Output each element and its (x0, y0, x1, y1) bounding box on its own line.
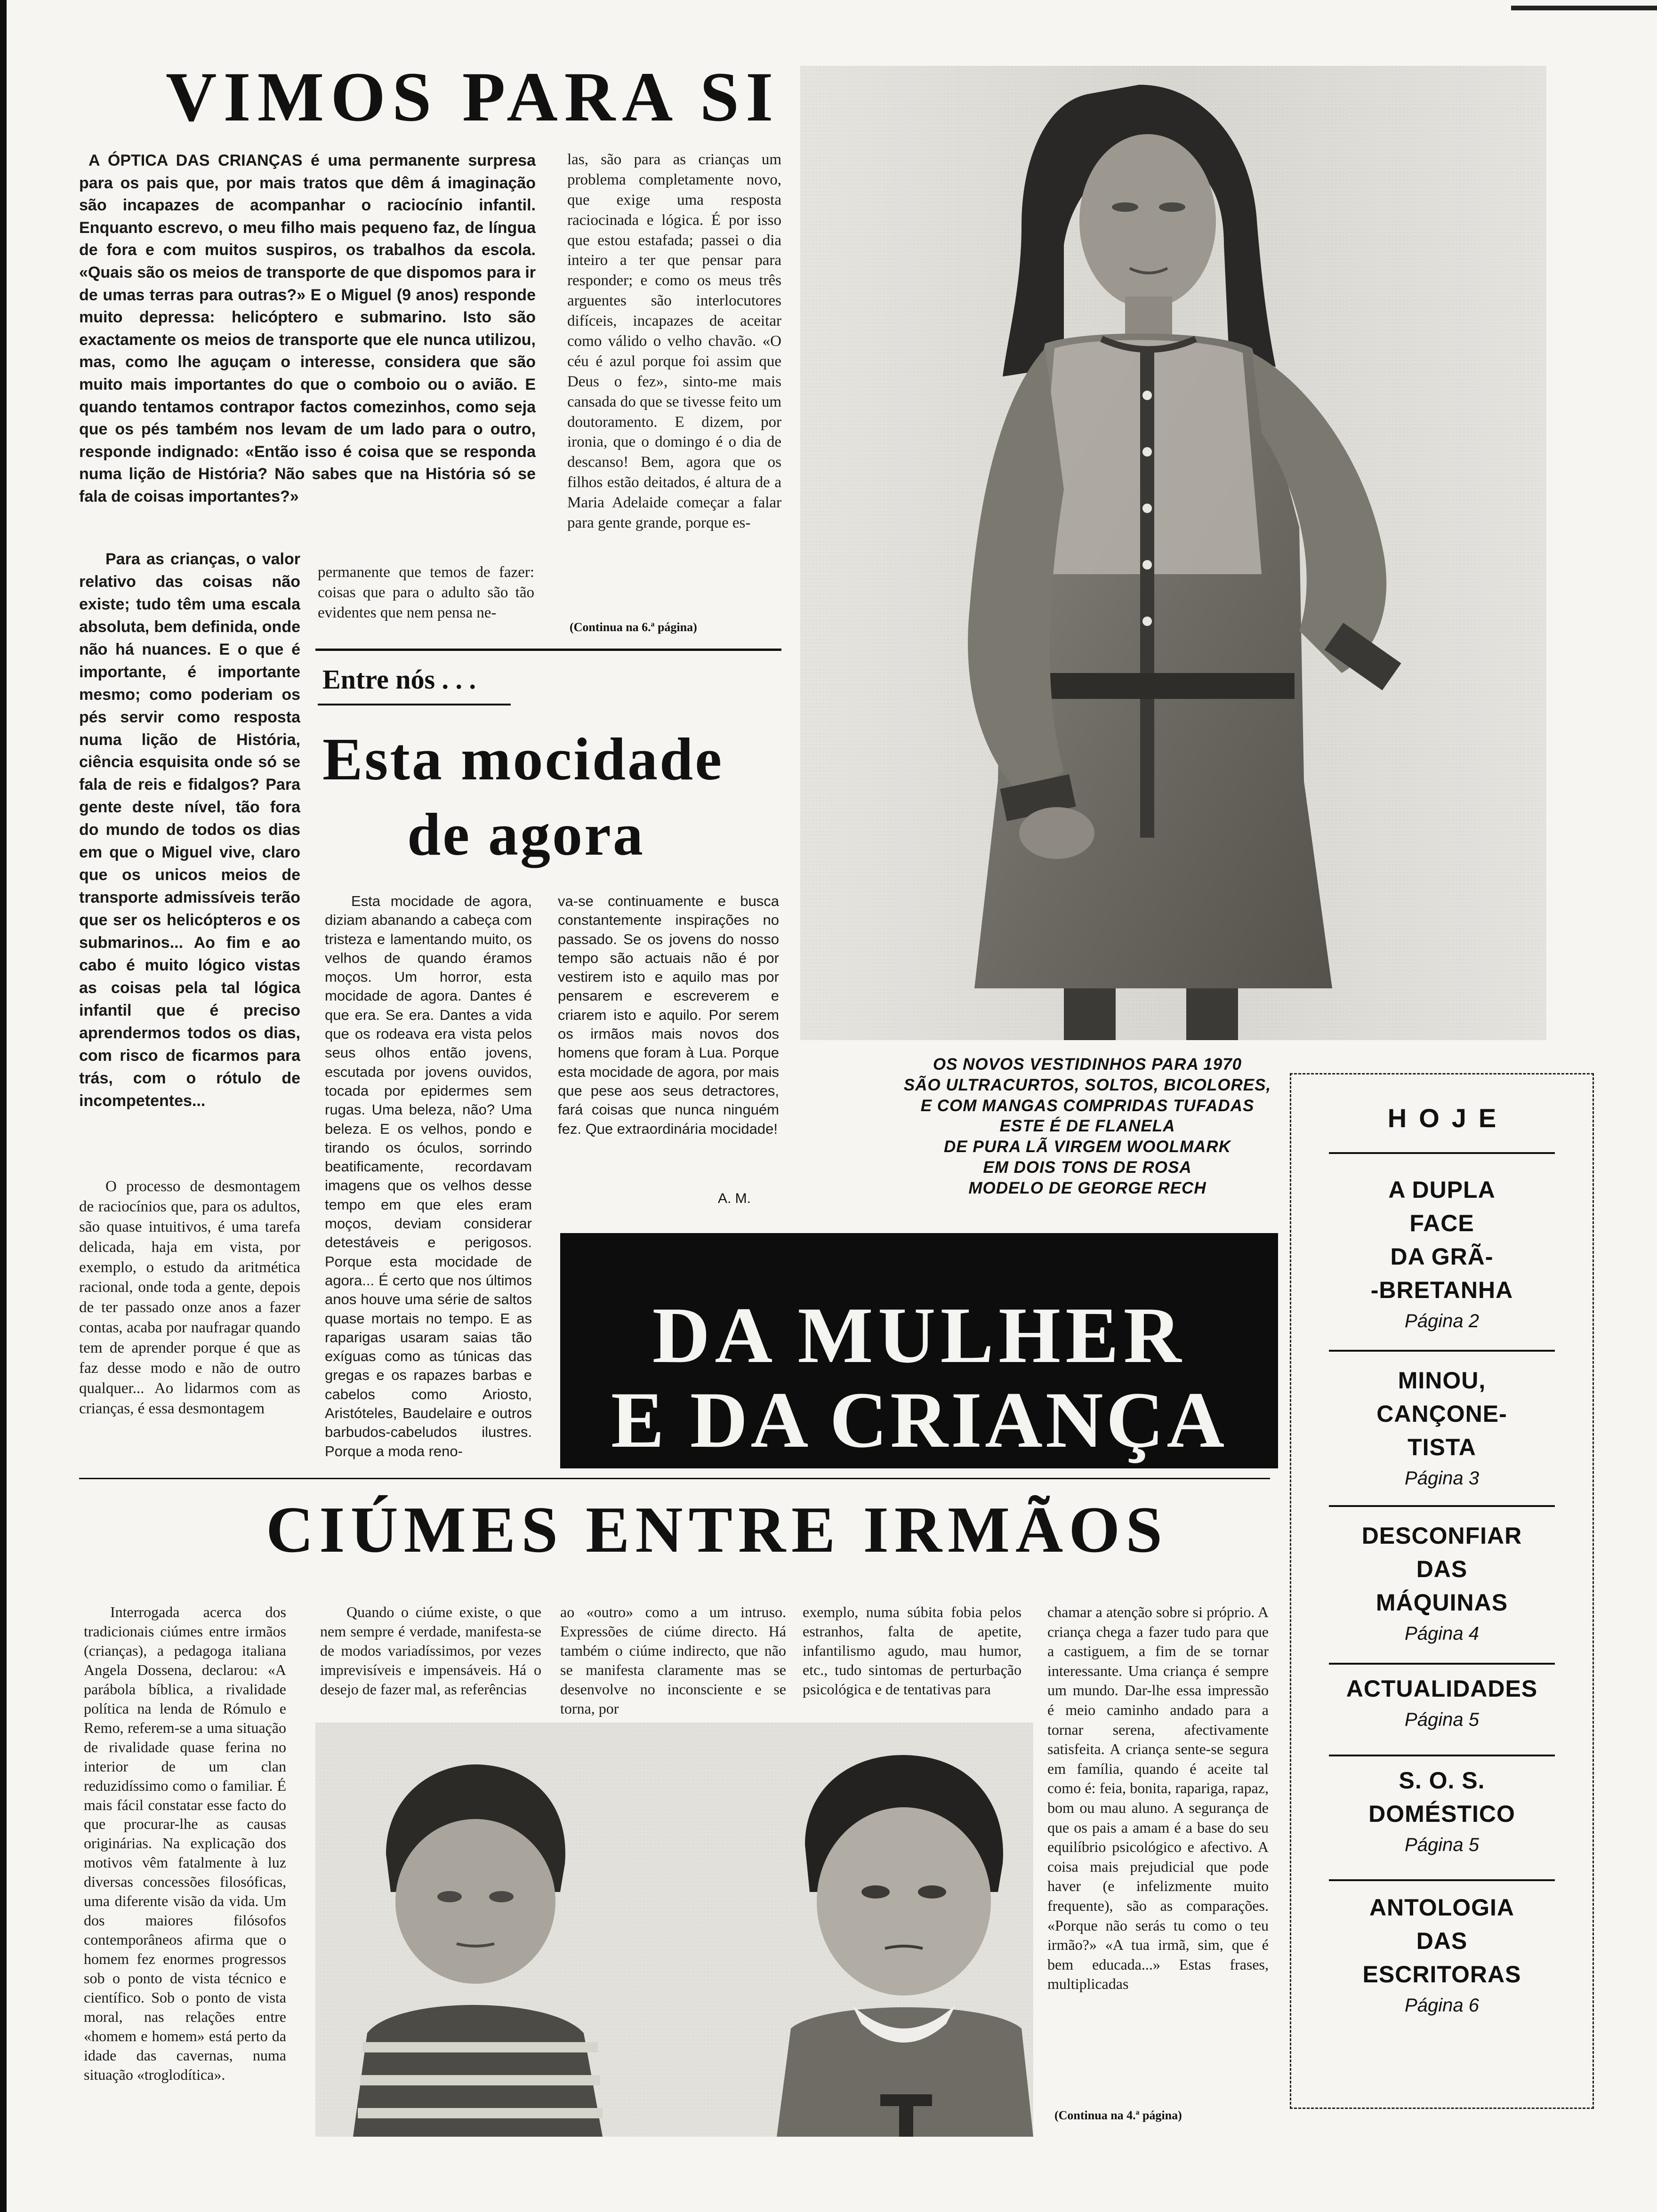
sidebar-divider (1329, 1879, 1555, 1881)
sidebar-header: HOJE (1387, 1103, 1509, 1133)
sidebar-item-page: Página 4 (1405, 1623, 1479, 1644)
sidebar-item-title: DESCONFIAR DAS MÁQUINAS (1361, 1523, 1522, 1616)
caption-line: OS NOVOS VESTIDINHOS PARA 1970 (933, 1055, 1242, 1074)
sidebar-item-antologia[interactable] (1291, 1891, 1593, 2016)
top-article-continued: (Continua na 6.ª página) (570, 620, 697, 634)
bottom-col4: exemplo, numa súbita fobia pelos estranhos, falta de apetite, infantilismo agudo, mau humor, etc., tudo sintomas de perturbação psicológica e de tentativas para (803, 1603, 1022, 1698)
caption-line: SÃO ULTRACURTOS, SOLTOS, BICOLORES, (903, 1075, 1271, 1094)
left-page-edge (0, 0, 7, 2212)
caption-line: E COM MANGAS COMPRIDAS TUFADAS (920, 1096, 1255, 1115)
sidebar-divider (1329, 1663, 1555, 1665)
sidebar-item-title: ACTUALIDADES (1346, 1675, 1538, 1702)
top-article-col1-lead: A ÓPTICA DAS CRIANÇAS é uma permanente surpresa para os pais que, por mais tratos que dêm á imaginação são incapazes de acompanhar o raciocínio infantil. Enquanto escrevo, o meu filho mais pequeno faz, de língua de fora e com muitos suspiros, os trabalhos da escola. «Quais são os meios de transporte de que dispomos para ir de umas terras para outras?» E o Miguel (9 anos) responde muito depressa: helicóptero e submarino. Isto são exactamente os meios de transporte que ele nunca utilizou, mas, como lhe aguçam o interesse, considera que são muito mais importantes do que o comboio ou o avião. E quando tentamos contrapor factos comezinhos, como seja que os pés também nos levam de um lado para o outro, responde indignado: «Então isso é coisa que se responda numa lição de História? Não sabes que na História só se fala de coisas importantes?» (79, 152, 536, 505)
bottom-article-continued: (Continua na 4.ª página) (1054, 2108, 1182, 2122)
sidebar-item-dupla-face[interactable] (1291, 1173, 1593, 1332)
sidebar-divider (1329, 1152, 1555, 1154)
sidebar-divider (1329, 1350, 1555, 1352)
sidebar-divider (1329, 1505, 1555, 1507)
sidebar-item-title: MINOU, CANÇONE- TISTA (1376, 1367, 1507, 1460)
mid-signature: A. M. (718, 1191, 751, 1206)
sidebar-item-desconfiar[interactable] (1291, 1519, 1593, 1644)
sidebar-item-minou[interactable] (1291, 1364, 1593, 1489)
fashion-photo (800, 66, 1546, 1040)
photo-caption (828, 1054, 1346, 1198)
bottom-top-rule (79, 1478, 1270, 1479)
masthead-line1: DA MULHER (652, 1291, 1186, 1379)
sidebar-item-actualidades[interactable] (1291, 1672, 1593, 1731)
mid-article-col1: Esta mocidade de agora, diziam abanando a cabeça com tristeza e lamentando muito, os velhos de quando éramos moços. Um horror, esta mocidade de agora. Dantes é que era. Se era. Dantes a vida que os rodeava era vista pelos seus olhos então jovens, escutada por jovens ouvidos, tocada por epidermes sem rugas. Uma beleza, não? Uma beleza. E os velhos, pondo e tirando os óculos, sorrindo beatificamente, recordavam imagens que os velhos desse tempo em que eles eram moços, deviam considerar detestáveis e perigosos. Porque esta mocidade de agora... É certo que nos últimos anos houve uma série de saltos quase mortais no tempo. E as raparigas usaram saias tão exíguas como as túnicas das gregas e os rapazes barbas e cabelos como Ariosto, Aristóteles, Baudelaire e outros barbudos-cabeludos ilustres. Porque a moda reno- (325, 893, 532, 1459)
bottom-col5: chamar a atenção sobre si próprio. A criança chega a fazer tudo para que a castiguem, a fim de se tornar interessante. Uma criança é sempre um mundo. Dar-lhe essa impressão é meio caminho andado para a tornar serena, afectivamente satisfeita. A criança sente-se segura em família, quando é aceite tal como é: feia, bonita, rapariga, rapaz, bom ou mau aluno. A segurança de que os pais a amam é a base do seu equilíbrio psicológico e afectivo. A coisa mais prejudicial que pode haver (e infelizmente muito frequente), são as comparações. «Porque não serás tu como o teu irmão?» «A tua irmã, sim, que é bem educada...» Estas frases, multiplicadas (1047, 1603, 1269, 1993)
masthead (560, 1233, 1278, 1468)
sidebar-item-title: A DUPLA FACE DA GRÃ- -BRETANHA (1370, 1177, 1513, 1303)
mid-kicker: Entre nós . . . (322, 664, 476, 695)
bottom-col1: Interrogada acerca dos tradicionais ciúmes entre irmãos (crianças), a pedagoga italiana Angela Dossena, declarou: «A parábola bíblica, a rivalidade política na lenda de Rómulo e Remo, referem-se a uma situação de rivalidade quase ferina no interior de um clan reduzidíssimo como o familiar. É mais fácil constatar esse facto do que procurar-lhe as causas originárias. Na explicação dos motivos vêm fatalmente à luz diversas concessões filosóficas, uma diferente visão da vida. Um dos maiores filósofos contemporâneos afirma que o homem fez enormes progressos sob o ponto de vista técnico e científico. Sob o ponto de vista moral, nas relações entre «homem e homem» está perto da idade das cavernas, numa situação «troglodítica». (84, 1603, 286, 2083)
sidebar-item-page: Página 5 (1405, 1835, 1479, 1855)
sidebar-item-title: ANTOLOGIA DAS ESCRITORAS (1362, 1894, 1521, 1988)
top-article-col3: las, são para as crianças um problema completamente novo, que exige uma resposta raciocinada e lógica. É por isso que estou estafada; passei o dia inteiro a ter que pensar para responder; e como os meus três arguentes são interlocutores difíceis, incapazes de aceitar como válido o velho chavão. «O céu é azul porque foi assim que Deus o fez», sinto-me mais cansada do que se tivesse feito um doutoramento. E dizem, por ironia, que o domingo é o dia de descanso! Bem, agora que os filhos estão deitados, é altura de a Maria Adelaide começar a falar para gente grande, porque es- (567, 151, 781, 532)
bottom-headline: CIÚMES ENTRE IRMÃOS (266, 1493, 1168, 1566)
top-rule (315, 649, 781, 651)
top-article-col1b: Para as crianças, o valor relativo das coisas não existe; tudo têm uma escala absoluta, bem definida, onde não há nuances. E o que é importante, é importante mesmo; como poderiam os pés servir como resposta numa lição de História, ciência esquisita onde só se fala de reis e fidalgos? Para gente deste nível, tão fora do mundo de todos os dias em que o Miguel vive, claro que os unicos meios de transporte admissíveis terão que ser os helicópteros e os submarinos... Ao fim e ao cabo é muito lógico vistas as coisas pela tal lógica infantil que é preciso aprendermos todos os dias, com risco de ficarmos para trás, com o rótulo de incompetentes... (79, 550, 300, 1110)
bottom-col3: ao «outro» como a um intruso. Expressões de ciúme directo. Há também o ciúme indirecto, que não se manifesta claramente mas se desenvolve no inconsciente e se torna, por (560, 1603, 786, 1717)
top-article-col1c: O processo de desmontagem de raciocínios que, para os adultos, são quase intuitivos, é uma tarefa delicada, haja em vista, por exemplo, o estudo da aritmética racional, onde toda a gente, depois de ter passado onze anos a fazer contas, acaba por naufragar quando tem de aprender porque é que as faz desse modo e não de outro qualquer... Ao lidarmos com as crianças, é essa desmontagem (79, 1178, 300, 1417)
children-photo (315, 1723, 1033, 2137)
caption-line: MODELO DE GEORGE RECH (968, 1178, 1207, 1197)
top-headline: VIMOS PARA SI (166, 58, 780, 136)
sidebar-item-page: Página 3 (1405, 1468, 1479, 1489)
mid-headline-2: de agora (407, 801, 645, 868)
sidebar-item-page: Página 5 (1405, 1709, 1479, 1730)
sidebar-item-page: Página 2 (1405, 1311, 1479, 1331)
today-sidebar (1290, 1073, 1594, 2109)
sidebar-item-page: Página 6 (1405, 1995, 1479, 2016)
bottom-col2: Quando o ciúme existe, o que nem sempre é verdade, manifesta-se de modos variadíssimos, por vezes imprevisíveis e impensáveis. Há o desejo de fazer mal, as referências (320, 1603, 541, 1698)
sidebar-item-title: S. O. S. DOMÉSTICO (1368, 1767, 1515, 1827)
kicker-underline (318, 704, 511, 705)
caption-line: ESTE É DE FLANELA (999, 1117, 1175, 1136)
caption-line: DE PURA LÃ VIRGEM WOOLMARK (944, 1138, 1231, 1156)
top-right-edge (1511, 6, 1657, 10)
mid-headline-1: Esta mocidade (322, 726, 724, 793)
caption-line: EM DOIS TONS DE ROSA (983, 1158, 1192, 1177)
top-article-col2a: permanente que temos de fazer: coisas que para o adulto são tão evidentes que nem pensa ne- (318, 564, 534, 621)
sidebar-divider (1329, 1755, 1555, 1756)
mid-article-col2: va-se continuamente e busca constantemente inspirações no passado. Se os jovens do nosso tempo são actuais não é por vestirem isto e aquilo mas por pensarem e escreverem e criarem isto e aquilo. Por serem os irmãos mais novos dos homens que foram à Lua. Porque esta mocidade de agora, por mais que pese aos seus detractores, fará coisas que nunca ninguém fez. Que extraordinária mocidade! (558, 893, 779, 1137)
masthead-line2: E DA CRIANÇA (611, 1376, 1228, 1464)
sidebar-item-sos-domestico[interactable] (1291, 1764, 1593, 1856)
